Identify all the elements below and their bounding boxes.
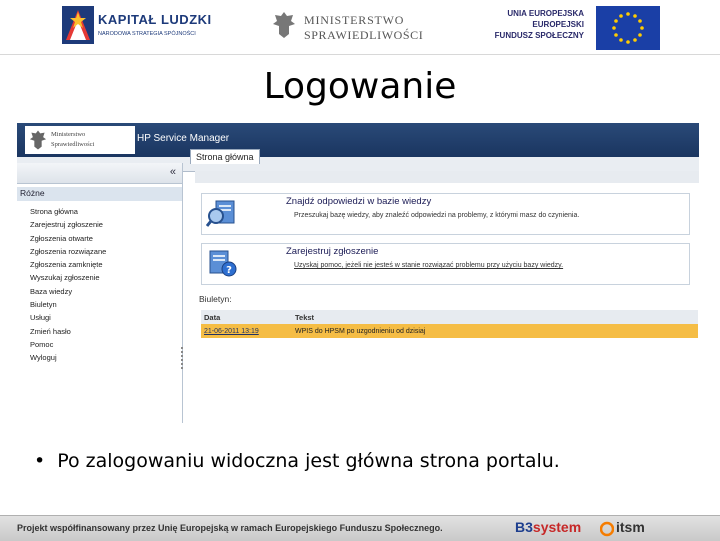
itsm-mark-icon xyxy=(600,520,614,538)
header-logo-line2: Sprawiedliwości xyxy=(51,141,95,148)
itsm-logo xyxy=(600,519,660,538)
kapital-ludzki-logo xyxy=(62,6,212,46)
sidebar-item-zamkniete[interactable]: Zgłoszenia zamknięte xyxy=(30,260,103,270)
sidebar xyxy=(17,163,183,423)
bullet-dot: • xyxy=(34,450,46,472)
bulletin-header-row xyxy=(201,310,698,324)
register-ticket-title[interactable]: Zarejestruj zgłoszenie xyxy=(286,246,379,257)
sidebar-section-header[interactable] xyxy=(17,187,182,201)
sidebar-toolbar xyxy=(17,163,182,184)
sidebar-section-label: Różne xyxy=(20,188,45,198)
sidebar-item-baza-wiedzy[interactable]: Baza wiedzy xyxy=(30,286,73,296)
header-logo-line1: Ministerstwo xyxy=(51,131,86,138)
sidebar-item-pomoc[interactable]: Pomoc xyxy=(30,339,54,349)
kapital-ludzki-subtitle: NARODOWA STRATEGIA SPÓJNOŚCI xyxy=(98,31,196,37)
header-ministry-logo xyxy=(25,126,135,154)
ministry-line1: MINISTERSTWO xyxy=(304,13,405,27)
b3-rest: system xyxy=(532,519,582,535)
eu-text xyxy=(495,8,584,41)
polish-eagle-emblem xyxy=(272,10,296,40)
sidebar-item-zarejestruj[interactable]: Zarejestruj zgłoszenie xyxy=(30,220,103,230)
portal-screenshot xyxy=(17,123,699,423)
svg-text:?: ? xyxy=(226,265,232,276)
bulletin-col-date[interactable]: Data xyxy=(204,312,221,322)
knowledge-base-desc: Przeszukaj bazę wiedzy, aby znaleźć odpowiedzi na problemy, z którymi masz do czynienia. xyxy=(294,212,580,219)
tab-home[interactable]: Strona główna xyxy=(190,149,260,164)
eu-line2: EUROPEJSKI xyxy=(532,20,584,29)
footer-text: Projekt współfinansowany przez Unię Europejską w ramach Europejskiego Funduszu Społecznego. xyxy=(17,523,443,533)
app-title: HP Service Manager xyxy=(137,133,230,144)
bullet-text: Po zalogowaniu widoczna jest główna strona portalu. xyxy=(57,450,560,472)
header-eagle-icon xyxy=(29,129,47,151)
resize-grip-icon[interactable] xyxy=(179,345,185,367)
register-ticket-card[interactable] xyxy=(201,243,690,285)
knowledge-base-card[interactable] xyxy=(201,193,690,235)
sidebar-item-wyszukaj[interactable]: Wyszukaj zgłoszenie xyxy=(30,273,100,283)
b3system-logo xyxy=(515,519,581,535)
bulletin-label: Biuletyn: xyxy=(199,294,232,304)
itsm-text: itsm xyxy=(616,519,645,535)
bulletin-row[interactable] xyxy=(201,324,698,338)
sidebar-item-rozwiazane[interactable]: Zgłoszenia rozwiązane xyxy=(30,246,107,256)
bullet-point xyxy=(34,450,560,472)
bulletin-table xyxy=(201,310,698,338)
sidebar-item-wyloguj[interactable]: Wyloguj xyxy=(30,353,57,363)
b3-prefix: B3 xyxy=(515,519,533,535)
collapse-sidebar-button[interactable]: « xyxy=(169,166,176,178)
eu-line1: UNIA EUROPEJSKA xyxy=(507,9,584,18)
knowledge-base-title[interactable]: Znajdź odpowiedzi w bazie wiedzy xyxy=(286,196,432,207)
kapital-ludzki-mark-icon xyxy=(62,6,94,44)
ministry-line2: SPRAWIEDLIWOŚCI xyxy=(304,28,424,42)
sidebar-menu xyxy=(17,205,182,365)
kapital-ludzki-title: KAPITAŁ LUDZKI xyxy=(98,12,212,27)
slide-title: Logowanie xyxy=(263,66,457,107)
ministry-logo xyxy=(272,10,432,44)
sidebar-item-uslugi[interactable]: Usługi xyxy=(30,313,51,323)
bulletin-row-date[interactable]: 21-06-2011 13:19 xyxy=(204,327,259,335)
eu-line3: FUNDUSZ SPOŁECZNY xyxy=(494,31,584,40)
sidebar-item-otwarte[interactable]: Zgłoszenia otwarte xyxy=(30,233,93,243)
register-ticket-icon xyxy=(206,248,238,278)
bulletin-row-text: WPIS do HPSM po uzgodnieniu od dzisiaj xyxy=(295,327,426,335)
main-toolbar-band xyxy=(195,171,699,183)
sidebar-item-zmien-haslo[interactable]: Zmień hasło xyxy=(30,326,71,336)
knowledge-search-icon xyxy=(206,198,238,228)
register-ticket-desc[interactable]: Uzyskaj pomoc, jeżeli nie jesteś w stanie rozwiązać problemu przy użyciu bazy wiedzy. xyxy=(294,262,564,269)
sidebar-item-biuletyn[interactable]: Biuletyn xyxy=(30,300,57,310)
eu-flag xyxy=(596,6,660,50)
bulletin-col-text[interactable]: Tekst xyxy=(295,312,315,322)
app-header xyxy=(17,123,699,157)
main-panel xyxy=(195,171,699,423)
logo-bar xyxy=(0,0,720,55)
footer xyxy=(0,515,720,541)
sidebar-item-strona-glowna[interactable]: Strona główna xyxy=(30,207,78,216)
eu-logo xyxy=(490,6,660,50)
